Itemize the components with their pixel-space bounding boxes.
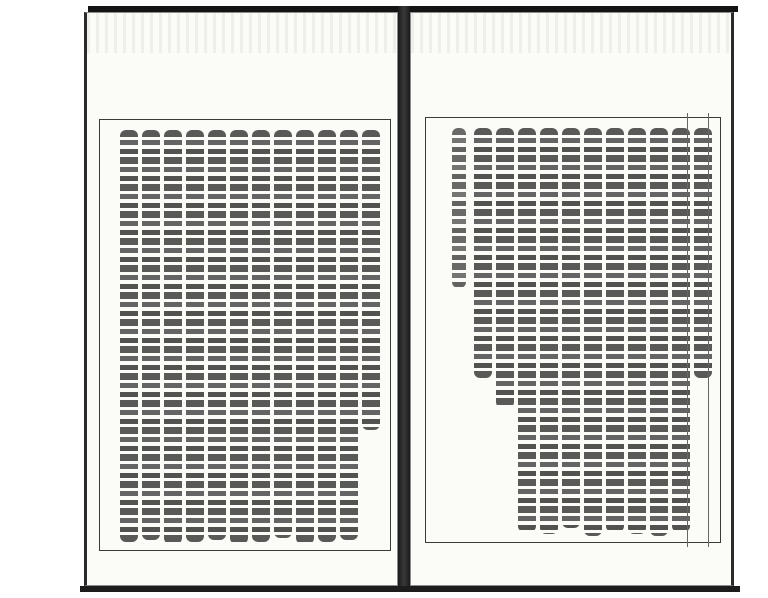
text-column [120,130,138,542]
text-column [252,130,270,542]
text-column [164,130,182,544]
text-column [584,128,602,536]
text-column [496,128,514,408]
text-column [540,128,558,534]
text-column [474,128,492,378]
left-text-frame [99,119,391,551]
right-text-frame [425,117,721,543]
page-stain [411,13,731,53]
text-column [452,128,466,288]
right-page [410,12,734,586]
text-column [628,128,646,534]
book-bottom-edge [80,586,740,592]
text-column [518,128,536,532]
text-column [650,128,668,536]
text-column [230,130,248,544]
text-column [186,130,204,542]
page-stain [87,13,397,53]
text-column [340,130,358,540]
text-column [318,130,336,542]
text-column [562,128,580,528]
text-column [296,130,314,544]
text-column [208,130,226,540]
text-column [274,130,292,538]
text-column [362,130,380,430]
text-column [142,130,160,540]
left-handwritten-text [104,124,386,546]
margin-ruled-column [687,113,709,547]
text-column [606,128,624,532]
left-page [84,12,398,586]
right-handwritten-text [430,122,716,538]
book-spine [398,6,410,592]
